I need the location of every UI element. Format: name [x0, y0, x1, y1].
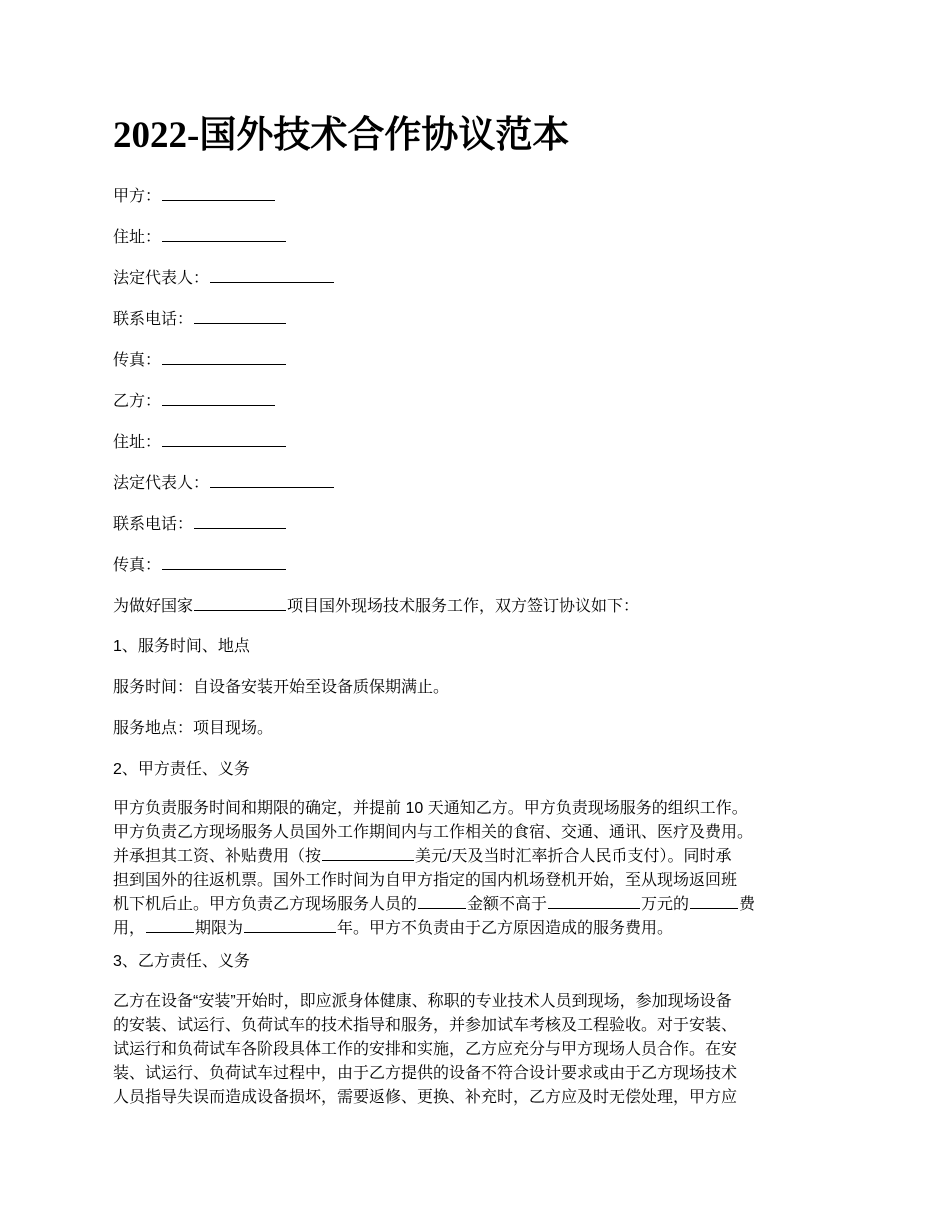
- section2-text: 费: [739, 896, 756, 913]
- party-b-name-label: 乙方：: [113, 393, 162, 410]
- section3-line: 试运行和负荷试车各阶段具体工作的安排和实施，乙方应充分与甲方现场人员合作。在安: [113, 1041, 738, 1058]
- party-a-phone-blank: [194, 308, 286, 324]
- section3-heading: 3、乙方责任、义务: [113, 953, 250, 970]
- party-a-name-blank: [162, 185, 275, 201]
- party-a-fax-blank: [162, 349, 286, 365]
- party-b-fax-blank: [162, 554, 286, 570]
- party-b-fax-line: [113, 554, 287, 577]
- section2-line: [113, 893, 853, 917]
- party-b-address-line: [113, 431, 287, 454]
- party-b-legal-rep-line: [113, 472, 335, 495]
- party-a-legal-rep-label: 法定代表人：: [113, 270, 210, 287]
- section2-text: 年。甲方不负责由于乙方原因造成的服务费用。: [337, 920, 674, 937]
- intro-part2: 项目国外现场技术服务工作，双方签订协议如下：: [287, 598, 640, 615]
- party-a-legal-rep-blank: [210, 267, 334, 283]
- intro-line: [113, 595, 639, 618]
- party-b-legal-rep-blank: [210, 472, 334, 488]
- section2-text: 机下机后止。甲方负责乙方现场服务人员的: [113, 896, 418, 913]
- intro-country-blank: [194, 595, 286, 611]
- section2-line: 甲方负责乙方现场服务人员国外工作期间内与工作相关的食宿、交通、通讯、医疗及费用。: [113, 824, 754, 841]
- section2-heading: 2、甲方责任、义务: [113, 761, 250, 778]
- insurance-type-blank: [418, 893, 466, 909]
- party-b-fax-label: 传真：: [113, 557, 162, 574]
- section3-paragraph: [113, 990, 853, 1110]
- intro-part1: 为做好国家: [113, 598, 194, 615]
- party-a-address-blank: [162, 226, 286, 242]
- amount-blank: [548, 893, 640, 909]
- section1-heading: 1、服务时间、地点: [113, 638, 250, 655]
- section2-line: 担到国外的往返机票。国外工作时间为自甲方指定的国内机场登机开始，至从现场返回班: [113, 872, 738, 889]
- party-a-address-label: 住址：: [113, 229, 162, 246]
- fee-type-blank: [690, 893, 738, 909]
- party-a-address-line: [113, 226, 287, 249]
- document-title: 2022-国外技术合作协议范本: [113, 115, 570, 156]
- party-b-address-label: 住址：: [113, 434, 162, 451]
- section2-line: [113, 917, 853, 941]
- party-b-phone-blank: [194, 513, 286, 529]
- party-a-name-label: 甲方：: [113, 188, 162, 205]
- section2-line: 甲方负责服务时间和期限的确定，并提前 10 天通知乙方。甲方负责现场服务的组织工作。: [113, 800, 748, 817]
- section2-text: 美元/天及当时汇率折合人民币支付）。同时承: [415, 848, 732, 865]
- party-a-legal-rep-line: [113, 267, 335, 290]
- party-b-phone-line: [113, 513, 287, 536]
- party-b-legal-rep-label: 法定代表人：: [113, 475, 210, 492]
- party-a-name-line: [113, 185, 276, 208]
- party-b-name-blank: [162, 390, 275, 406]
- party-a-phone-label: 联系电话：: [113, 311, 194, 328]
- section3-line: 乙方在设备“安装”开始时，即应派身体健康、称职的专业技术人员到现场，参加现场设备: [113, 993, 732, 1010]
- section2-text: 金额不高于: [467, 896, 548, 913]
- party-b-address-blank: [162, 431, 286, 447]
- section2-text: 用，: [113, 920, 146, 937]
- section2-text: 期限为: [195, 920, 244, 937]
- service-time: 服务时间：自设备安装开始至设备质保期满止。: [113, 679, 450, 696]
- party-a-fax-label: 传真：: [113, 352, 162, 369]
- section3-line: 的安装、试运行、负荷试车的技术指导和服务，并参加试车考核及工程验收。对于安装、: [113, 1017, 738, 1034]
- party-b-name-line: [113, 390, 276, 413]
- section2-text: 万元的: [641, 896, 690, 913]
- term-blank: [244, 917, 336, 933]
- party-a-fax-line: [113, 349, 287, 372]
- section2-paragraph: [113, 797, 853, 941]
- fee-blank: [146, 917, 194, 933]
- section3-line: 装、试运行、负荷试车过程中，由于乙方提供的设备不符合设计要求或由于乙方现场技术: [113, 1065, 738, 1082]
- section2-line: [113, 845, 853, 869]
- section3-line: 人员指导失误而造成设备损坏，需要返修、更换、补充时，乙方应及时无偿处理，甲方应: [113, 1089, 738, 1106]
- service-place: 服务地点：项目现场。: [113, 720, 274, 737]
- usd-rate-blank: [322, 845, 414, 861]
- party-a-phone-line: [113, 308, 287, 331]
- party-b-phone-label: 联系电话：: [113, 516, 194, 533]
- section2-text: 并承担其工资、补贴费用（按: [113, 848, 322, 865]
